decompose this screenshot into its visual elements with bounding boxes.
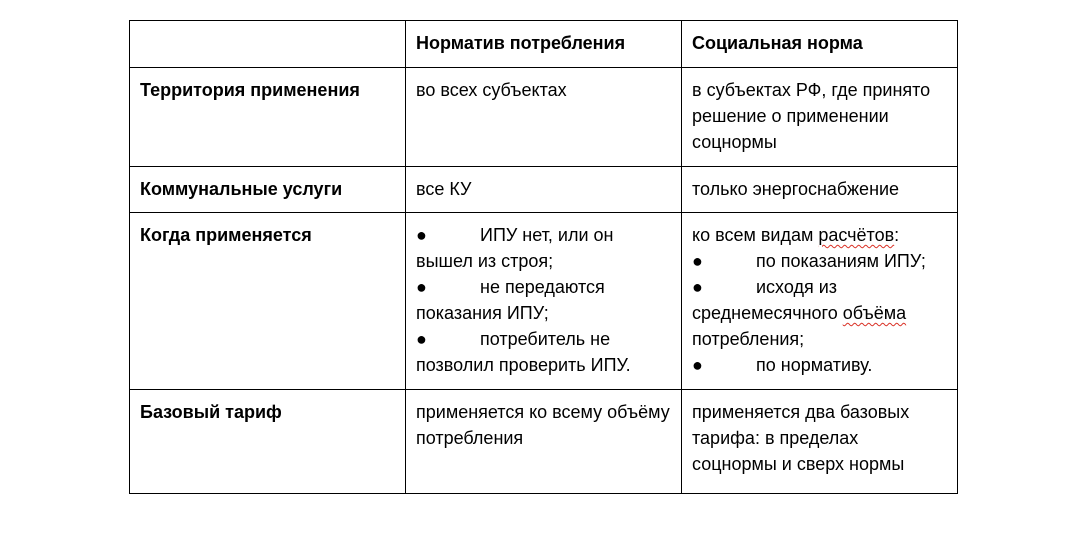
row-label-utilities: Коммунальные услуги (130, 167, 406, 213)
bullet-text: по показаниям ИПУ; (756, 251, 926, 271)
cell-norm-territory: во всех субъектах (406, 68, 682, 167)
table-row (130, 68, 958, 167)
bullet-item (692, 248, 947, 274)
cell-social-when-applied (682, 213, 958, 390)
cell-norm-base-tariff: применяется ко всему объёму потребления (406, 390, 682, 494)
row-label-when-applied: Когда применяется (130, 213, 406, 390)
cell-norm-when-applied (406, 213, 682, 390)
bullet-item (692, 352, 947, 378)
bullet-text: по нормативу. (756, 355, 873, 375)
bullet-text: не передаются показания ИПУ; (416, 277, 605, 323)
intro-prefix: ко всем видам (692, 225, 819, 245)
spellcheck-flagged-word: расчётов (818, 225, 895, 245)
bullet-text-suffix: потребления; (692, 329, 805, 349)
bullet-icon: ● (692, 251, 703, 271)
bullet-icon: ● (692, 277, 703, 297)
bullet-icon: ● (416, 225, 427, 245)
table-row (130, 390, 958, 494)
bullet-icon: ● (416, 329, 427, 349)
bullet-text: ИПУ нет, или он вышел из строя; (416, 225, 614, 271)
intro-suffix: : (894, 225, 900, 245)
cell-social-territory: в субъектах РФ, где принято решение о применении соцнормы (682, 68, 958, 167)
bullet-text: потребитель не позволил проверить ИПУ. (416, 329, 631, 375)
bullet-item (692, 274, 947, 352)
row-label-territory: Территория применения (130, 68, 406, 167)
bullet-item (416, 274, 671, 326)
social-intro (692, 222, 947, 248)
bullet-icon: ● (416, 277, 427, 297)
header-cell-empty (130, 21, 406, 68)
row-label-base-tariff: Базовый тариф (130, 390, 406, 494)
spellcheck-flagged-word: объёма (842, 303, 907, 323)
cell-norm-utilities: все КУ (406, 167, 682, 213)
comparison-table (129, 20, 958, 494)
bullet-item (416, 326, 671, 378)
table-row (130, 213, 958, 390)
table-header-row (130, 21, 958, 68)
bullet-icon: ● (692, 355, 703, 375)
bullet-item (416, 222, 671, 274)
cell-social-base-tariff: применяется два базовых тарифа: в пределах соцнормы и сверх нормы (682, 390, 958, 494)
header-cell-social: Социальная норма (682, 21, 958, 68)
bullet-text: исходя из среднемесячного (692, 277, 843, 323)
header-cell-norm: Норматив потребления (406, 21, 682, 68)
cell-social-utilities: только энергоснабжение (682, 167, 958, 213)
table-row (130, 167, 958, 213)
